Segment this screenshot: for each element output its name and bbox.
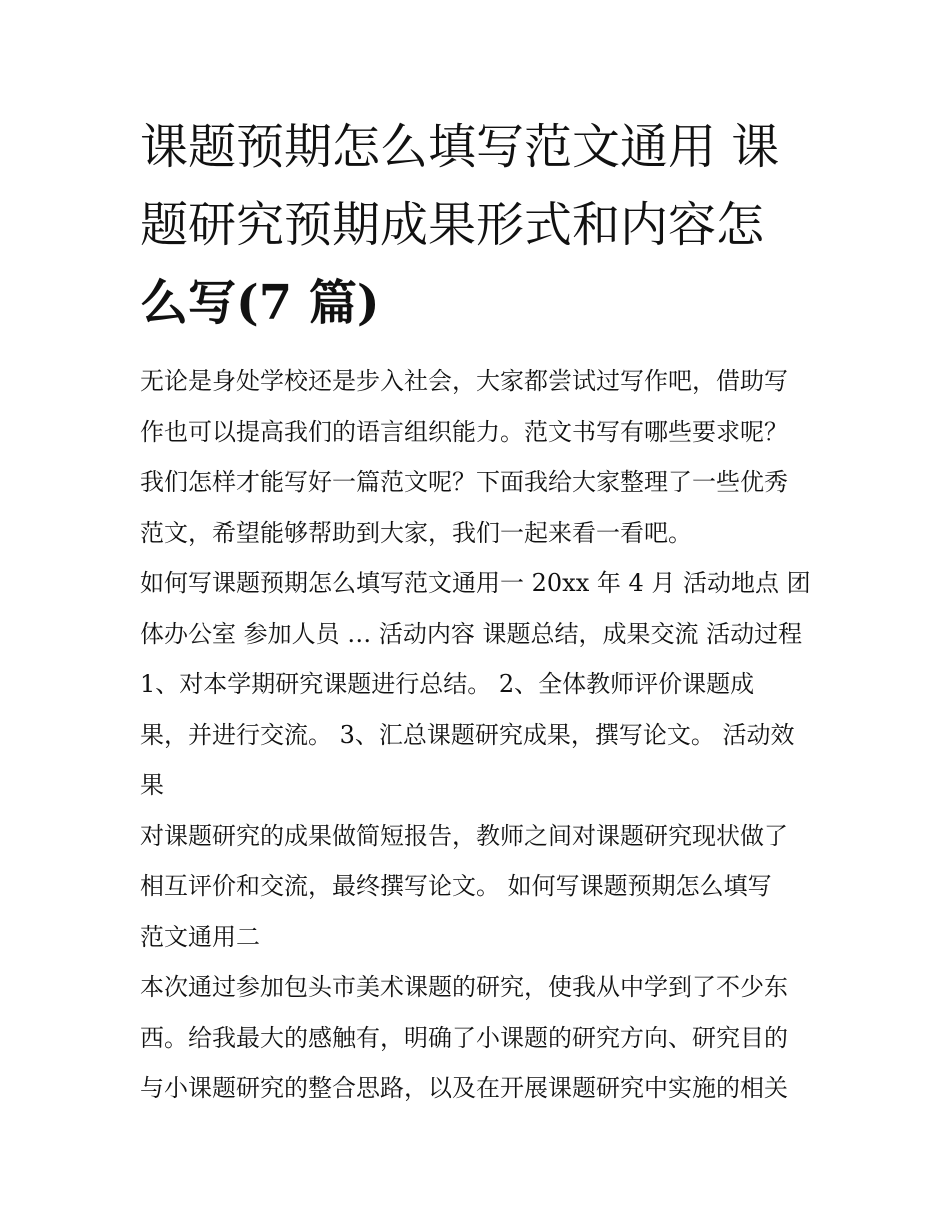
body-line: 体办公室 参加人员 … 活动内容 课题总结，成果交流 活动过程 (140, 619, 803, 648)
body-line: 与小课题研究的整合思路，以及在开展课题研究中实施的相关 (140, 1074, 788, 1102)
body-line: 我们怎样才能写好一篇范文呢？下面我给大家整理了一些优秀 (140, 468, 788, 496)
document-body (140, 356, 820, 1114)
body-line: 范文，希望能够帮助到大家，我们一起来看一看吧。 (140, 518, 692, 547)
body-line: 果，并进行交流。 3、汇总课题研究成果，撰写论文。 活动效 (140, 720, 795, 749)
body-line: 无论是身处学校还是步入社会，大家都尝试过写作吧，借助写 (140, 367, 788, 395)
body-line: 如何写课题预期怎么填写范文通用一 20xx 年 4 月 活动地点 团 (140, 569, 811, 597)
body-line: 果 (140, 771, 164, 799)
body-line: 西。给我最大的感触有，明确了小课题的研究方向、研究目的 (140, 1023, 788, 1052)
document-title (140, 108, 820, 342)
title-line: 题研究预期成果形式和内容怎 (140, 197, 765, 253)
body-line: 对课题研究的成果做简短报告，教师之间对课题研究现状做了 (140, 821, 788, 850)
body-line: 1、对本学期研究课题进行总结。 2、全体教师评价课题成 (140, 670, 755, 698)
body-line: 范文通用二 (140, 922, 260, 951)
title-line: 课题预期怎么填写范文通用 课 (140, 119, 780, 175)
body-line: 本次通过参加包头市美术课题的研究，使我从中学到了不少东 (140, 973, 788, 1001)
body-line: 相互评价和交流，最终撰写论文。 如何写课题预期怎么填写 (140, 872, 772, 900)
body-line: 作也可以提高我们的语言组织能力。范文书写有哪些要求呢？ (140, 417, 788, 446)
title-line: 么写(7 篇) (140, 275, 380, 331)
